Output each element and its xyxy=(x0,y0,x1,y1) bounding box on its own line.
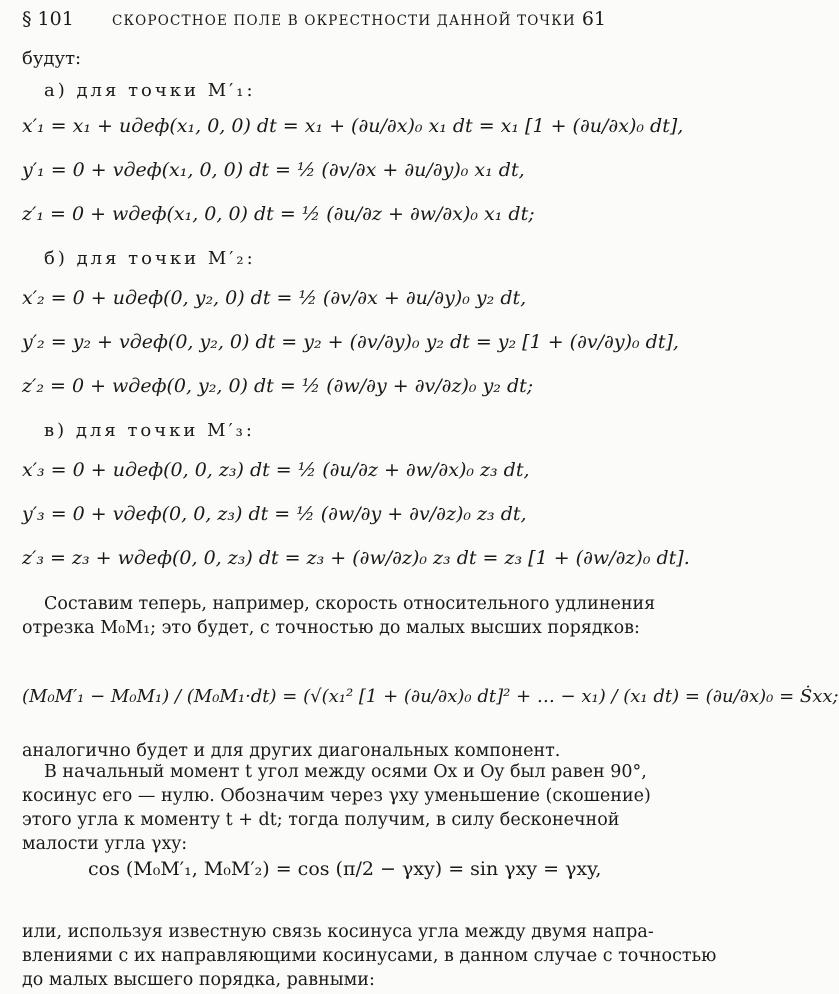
running-title: СКОРОСТНОЕ ПОЛЕ В ОКРЕСТНОСТИ ДАННОЙ ТОЧКИ xyxy=(112,13,576,29)
paragraph-line: Составим теперь, например, скорость относительного удлинения xyxy=(44,594,656,614)
equation-a2: y′₁ = 0 + vдеф(x₁, 0, 0) dt = ½ (∂v/∂x + ∂u/∂y)₀ x₁ dt, xyxy=(22,159,525,181)
section-number: § 101 xyxy=(22,8,74,30)
paragraph-line: этого угла к моменту t + dt; тогда получим, в силу бесконечной xyxy=(22,810,620,830)
page-number: 61 xyxy=(581,8,606,30)
subsection-b-label: б) для точки M′₂: xyxy=(44,248,256,269)
paragraph-initial-angle xyxy=(22,760,651,856)
equation-a1: x′₁ = x₁ + uдеф(x₁, 0, 0) dt = x₁ + (∂u/∂x)₀ x₁ dt = x₁ [1 + (∂u/∂x)₀ dt], xyxy=(22,115,684,137)
equation-c1: x′₃ = 0 + uдеф(0, 0, z₃) dt = ½ (∂u/∂z + ∂w/∂x)₀ z₃ dt, xyxy=(22,459,530,481)
paragraph-line: отрезка M₀M₁; это будет, с точностью до малых высших порядков: xyxy=(22,618,640,638)
paragraph-line: или, используя известную связь косинуса угла между двумя напра- xyxy=(22,922,654,942)
paragraph-diagonal: аналогично будет и для других диагональных компонент. xyxy=(22,741,561,761)
equation-a3: z′₁ = 0 + wдеф(x₁, 0, 0) dt = ½ (∂u/∂z + ∂w/∂x)₀ x₁ dt; xyxy=(22,203,535,225)
paragraph-line: влениями с их направляющими косинусами, в данном случае с точностью xyxy=(22,946,717,966)
paragraph-direction-cosines xyxy=(22,920,717,992)
equation-b1: x′₂ = 0 + uдеф(0, y₂, 0) dt = ½ (∂v/∂x + ∂u/∂y)₀ y₂ dt, xyxy=(22,287,527,309)
subsection-c-label: в) для точки M′₃: xyxy=(44,420,255,441)
intro-text: будут: xyxy=(22,48,82,69)
equation-b2: y′₂ = y₂ + vдеф(0, y₂, 0) dt = y₂ + (∂v/∂y)₀ y₂ dt = y₂ [1 + (∂v/∂y)₀ dt], xyxy=(22,331,679,353)
subsection-a-label: а) для точки M′₁: xyxy=(44,80,256,101)
elongation-rate-formula: (M₀M′₁ − M₀M₁) / (M₀M₁·dt) = (√(x₁² [1 + (∂u/∂x)₀ dt]² + … − x₁) / (x₁ dt) = (∂u/∂x)₀ = Ṡxx; xyxy=(22,686,839,707)
equation-c3: z′₃ = z₃ + wдеф(0, 0, z₃) dt = z₃ + (∂w/∂z)₀ z₃ dt = z₃ [1 + (∂w/∂z)₀ dt]. xyxy=(22,547,690,569)
cosine-equation: cos (M₀M′₁, M₀M′₂) = cos (π/2 − γxy) = sin γxy = γxy, xyxy=(88,858,602,880)
equation-b3: z′₂ = 0 + wдеф(0, y₂, 0) dt = ½ (∂w/∂y + ∂v/∂z)₀ y₂ dt; xyxy=(22,375,534,397)
elongation-rate-equation xyxy=(22,660,839,740)
equation-c2: y′₃ = 0 + vдеф(0, 0, z₃) dt = ½ (∂w/∂y + ∂v/∂z)₀ z₃ dt, xyxy=(22,503,527,525)
paragraph-line: В начальный момент t угол между осями Ox и Oy был равен 90°, xyxy=(44,762,647,782)
paragraph-line: косинус его — нулю. Обозначим через γxy уменьшение (скошение) xyxy=(22,786,651,806)
paragraph-relative-elongation xyxy=(22,592,656,640)
paragraph-line: малости угла γxy: xyxy=(22,834,188,854)
paragraph-line: до малых высшего порядка, равными: xyxy=(22,970,375,990)
